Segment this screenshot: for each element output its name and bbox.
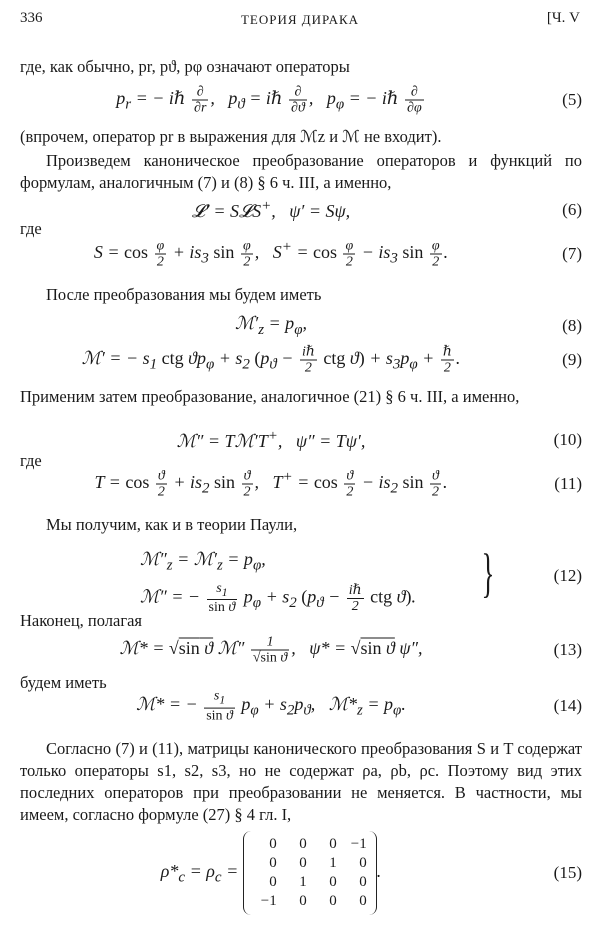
paragraph-9: Наконец, полагая [20, 611, 143, 630]
paragraph-4: где [20, 219, 42, 238]
matrix-cell: −1 [350, 836, 367, 852]
equation-8-number: (8) [562, 316, 582, 335]
equation-12-brace: } [481, 543, 495, 603]
paragraph-11: Согласно (7) и (11), матрицы канонического преобразования S и T содержат только операторы s1, s2, s3, но не содержат ρa, ρb, ρc. Поэтому вид этих последних операторов при преобразовании не меняется. В частности, мы имеем, согласно формуле (27) § 4 гл. I, [20, 739, 582, 824]
equation-9-formula: ℳ′ = − $s_1$ ctg $ϑp_\varphi + s_2$ ($p_ϑ$ − $\frac{\text{iℏ}}{2}$ ctg $ϑ) + s_3p_\varphi$ + $\frac{\text{ℏ}}{2}$ . [81, 344, 461, 376]
equation-12-line-2: ℳ″ = − $\frac{s_1}{\text{sin ϑ}}$ $p_\varphi + s_2$ ($p_ϑ$ − $\frac{\text{iℏ}}{2}$ ctg ϑ). [140, 580, 417, 616]
equation-7-number: (7) [562, 244, 582, 263]
matrix-cell: 1 [329, 855, 337, 871]
equation-13 [20, 630, 582, 670]
equation-7 [20, 234, 582, 274]
matrix-row [250, 892, 370, 911]
paragraph-10: будем иметь [20, 673, 107, 692]
paragraph-7: где [20, 451, 42, 470]
equation-13-number: (13) [553, 640, 582, 659]
matrix-cell: 0 [359, 855, 367, 871]
equation-5 [20, 80, 582, 120]
equation-12-system [140, 544, 416, 618]
running-title: ТЕОРИЯ ДИРАКА [240, 12, 360, 27]
equation-9-number: (9) [562, 350, 582, 369]
equation-11 [20, 464, 582, 504]
equation-13-formula: ℳ* = √sin ϑ ℳ″ $\frac{1}{\text{√sin ϑ}}$ , ψ* = √sin ϑ ψ″, [119, 634, 423, 666]
equation-15-formula: $\rho*_c = \rho_c$ = 0 0 0 −1 0 0 1 0 0 1 0 0 −1 0 0 0 . [20, 831, 522, 915]
matrix-cell: 0 [329, 893, 337, 909]
equation-12 [20, 540, 582, 616]
page-header [20, 10, 580, 32]
equation-6-formula: 𝓛′ = S𝓛S+, ψ′ = Sψ, [191, 198, 351, 221]
paragraph-5: После преобразования мы будем иметь [46, 285, 322, 304]
matrix-cell: 1 [299, 874, 307, 890]
equation-9 [20, 340, 582, 380]
equation-12-line-1: $ℳ''_z$ = $ℳ'_z = p_\varphi$, [140, 549, 266, 574]
matrix-cell: 0 [269, 874, 277, 890]
equation-11-number: (11) [554, 474, 582, 493]
paragraph-6: Применим затем преобразование, аналогичное (21) § 6 ч. III, а именно, [20, 387, 520, 406]
equation-10-formula: ℳ″ = Tℳ′T+, ψ″ = Tψ′, [176, 428, 366, 451]
paragraph-8: Мы получим, как и в теории Паули, [46, 515, 298, 534]
equation-15 [20, 828, 582, 918]
equation-7-formula: S = cos $\frac{\varphi}{2}$ + $is_3$ sin $\frac{\varphi}{2}$ , S+ = cos $\frac{\varphi}{2}$ − $is_3$ sin $\frac{\varphi}{2}$ . [93, 238, 449, 270]
matrix-row [250, 854, 370, 873]
matrix-row [250, 873, 370, 892]
paragraph-3: Произведем каноническое преобразование операторов и функций по формулам, аналогичным (7) и (8) § 6 ч. III, а именно, [20, 151, 582, 192]
paragraph-2: (впрочем, оператор pr в выражения для ℳz и ℳ не входит). [20, 127, 442, 146]
matrix-row [250, 835, 370, 854]
equation-14 [20, 686, 582, 726]
page-number: 336 [20, 10, 43, 26]
equation-15-number: (15) [553, 863, 582, 882]
matrix-cell: 0 [299, 893, 307, 909]
equation-8-formula: $ℳ'_z = p_\varphi$, [235, 313, 307, 338]
matrix-cell: 0 [299, 836, 307, 852]
matrix-cell: 0 [329, 836, 337, 852]
equation-5-formula: $p_r$ = − iℏ $\frac{\partial}{\partial r}$ , $p_ϑ$ = iℏ $\frac{\partial}{\partial ϑ}$ , $p_\varphi$ = − iℏ $\frac{\partial}{\partial\varphi}$ [116, 84, 422, 116]
matrix-cell: 0 [269, 836, 277, 852]
matrix-cell: −1 [260, 893, 277, 909]
equation-14-number: (14) [553, 696, 582, 715]
chapter-marker: [Ч. V [546, 10, 580, 26]
equation-11-formula: T = cos $\frac{ϑ}{2}$ + $is_2$ sin $\frac{ϑ}{2}$ , T+ = cos $\frac{ϑ}{2}$ − $is_2$ sin $\frac{ϑ}{2}$ . [94, 468, 448, 500]
matrix-cell: 0 [269, 855, 277, 871]
matrix-cell: 0 [299, 855, 307, 871]
equation-14-formula: ℳ* = − $\frac{s_1}{\text{sin ϑ}}$ $p_\varphi + s_2p_ϑ$, $ℳ*_z = p_\varphi$. [136, 688, 406, 724]
equation-5-number: (5) [562, 90, 582, 109]
equation-15-matrix [243, 831, 377, 915]
equation-10-number: (10) [553, 430, 582, 449]
equation-6-number: (6) [562, 200, 582, 219]
matrix-cell: 0 [329, 874, 337, 890]
matrix-cell: 0 [359, 893, 367, 909]
matrix-cell: 0 [359, 874, 367, 890]
paragraph-1: где, как обычно, pr, pϑ, pφ означают операторы [20, 57, 350, 76]
equation-12-number: (12) [553, 566, 582, 585]
